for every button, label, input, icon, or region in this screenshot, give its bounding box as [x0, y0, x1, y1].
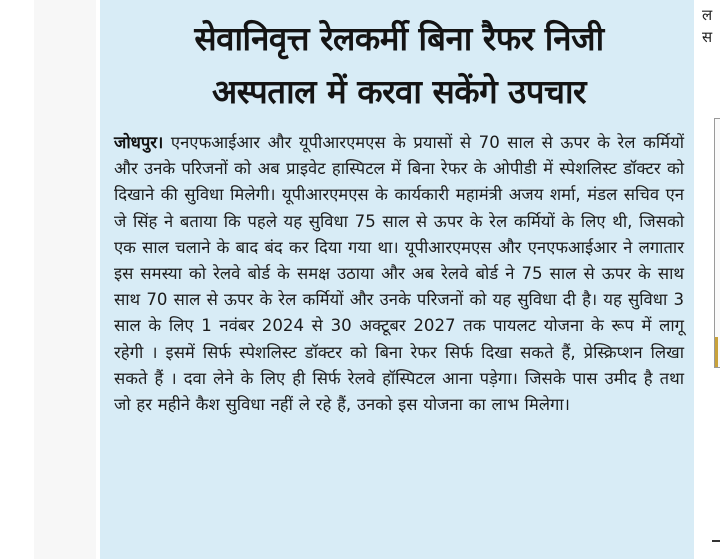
dateline: जोधपुर। [114, 133, 164, 152]
cropped-adjacent-text [702, 4, 712, 48]
article-body-text: एनएफआईआर और यूपीआरएमएस के प्रयासों से 70 साल से ऊपर के रेल कर्मियों और उनके परिजनों को अब प्राइवेट हास्पिटल में बिना रेफर के ओपीडी में स्पेशलिस्ट डॉक्टर को दिखाने की सुविधा मिलेगी। यूपीआरएमएस के कार्यकारी महामंत्री अजय शर्मा, मंडल सचिव एन जे सिंह ने बताया कि पहले यह सुविधा 75 साल से ऊपर के रेल कर्मियों के लिए थी, जिसको एक साल चलाने के बाद बंद कर दिया गया था। यूपीआरएमएस और एनएफआईआर ने लगातार इस समस्या को रेलवे बोर्ड के समक्ष उठाया और अब रेलवे बोर्ड ने 75 साल से ऊपर के साथ साथ 70 साल से ऊपर के रेल कर्मियों और उनके परिजनों को यह सुविधा दी है। यह सुविधा 3 साल के लिए 1 नवंबर 2024 से 30 अक्टूबर 2027 तक पायलट योजना के रूप में लागू रहेगी । इसमें सिर्फ स्पेशलिस्ट डॉक्टर को बिना रेफर सिर्फ दिखा सकते हैं, प्रेस्क्रिप्शन लिखा सकते हैं । दवा लेने के लिए ही सिर्फ रेलवे हॉस्पिटल आना पड़ेगा। जिसके पास उमीद है तथा जो हर महीने कैश सुविधा नहीं ले रहे हैं, उनको इस योजना का लाभ मिलेगा। [114, 133, 684, 415]
cropped-char-2: स [702, 28, 713, 46]
cropped-char-1: ल [702, 6, 713, 24]
left-margin [0, 0, 34, 559]
article-headline [114, 0, 684, 118]
headline-line-2: अस्पताल में करवा सकेंगे उपचार [211, 72, 586, 111]
news-article [100, 0, 694, 559]
article-body [114, 130, 684, 418]
ad-accent-bar [715, 337, 718, 367]
headline-line-1: सेवानिवृत्त रेलकर्मी बिना रैफर निजी [194, 19, 604, 58]
adjacent-column-right [694, 0, 720, 559]
adjacent-ad-box [714, 118, 720, 368]
adjacent-column-gutter [34, 0, 96, 559]
adjacent-dash [712, 540, 720, 542]
